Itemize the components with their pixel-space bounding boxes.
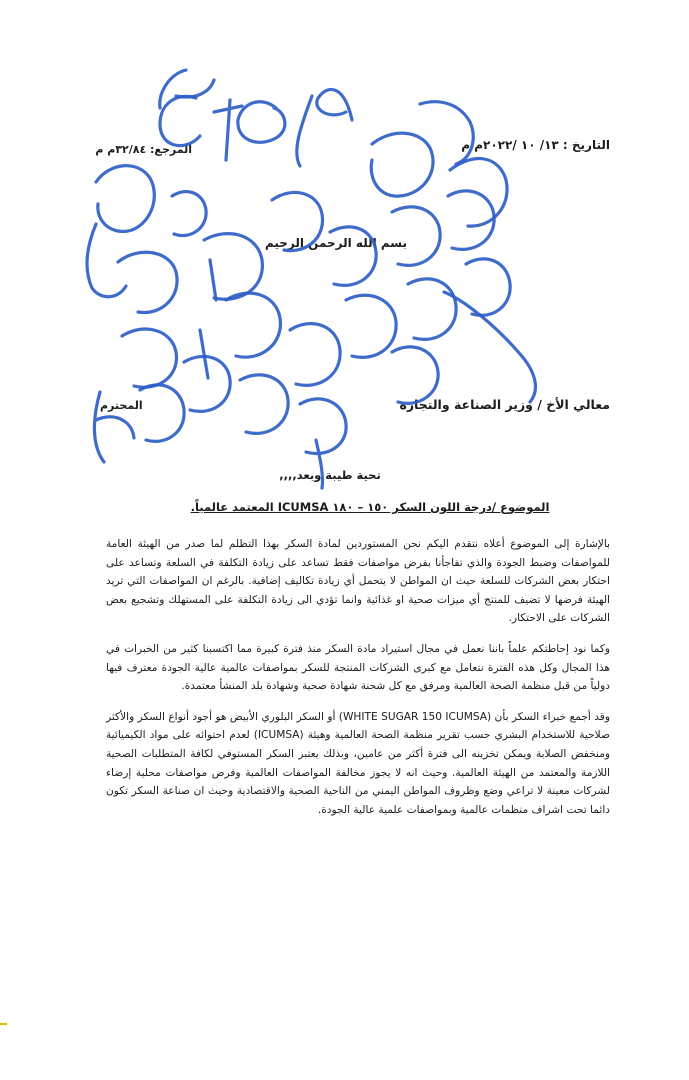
- addressee-honorific: المحترم: [100, 399, 143, 412]
- subject-line: [130, 500, 610, 514]
- letter-reference: المرجع: ٣٢/٨٤م م: [95, 143, 192, 156]
- subject-text: الموضوع /درجة اللون السكر ١٥٠ – ١٨٠ ICUMSA المعتمد عالمياً.: [190, 500, 550, 514]
- greeting: تحية طيبة وبعد,,,,: [279, 468, 381, 482]
- letter-body: [106, 535, 610, 819]
- body-paragraph-3: وقد أجمع خبراء السكر بأن (WHITE SUGAR 150 ICUMSA) أو السكر البلوري الأبيض هو أجود أنواع السكر والأكثر صلاحية للاستخدام البشري حسب تقرير منظمة الصحة العالمية وهيئة (ICUMSA) لعدم احتوائه على مواد الكيميائية ومنخفض الصلابة ويمكن تخزينه الى فترة أكثر من عامين، وبذلك يعتبر السكر المستوفي لكافة المتطلبات الصحية اللازمة والمعتمد من الهيئة العالمية. وحيث انه لا يجوز مخالفة المواصفات العالمية وفرض مواصفات محلية إرضاء لشركات معينة لا تراعي وضع وظروف المواطن اليمني من الناحية الصحية والاقتصادية وحيث ان صناعة السكر تكون دائما تحت اشراف منظمات عالمية وبمواصفات علمية عالية الجودة.: [106, 710, 610, 816]
- basmala: بسم الله الرحمن الرحيم: [264, 236, 408, 250]
- body-paragraph-1: بالإشارة إلى الموضوع أعلاه نتقدم اليكم نحن المستوردين لمادة السكر بهذا التظلم لما صدر من الهيئة العامة للمواصفات وضبط الجودة والذي تفاجأنا بفرض مواصفات فقط تساعد على زيادة التكلفة في السلعة وتساعد على احتكار بعض الشركات للسلعة حيث ان المواطن لا يتحمل أي زيادة تكاليف إضافية. بالرغم ان المواصفات التي تريد الهيئة فرضها لا تضيف للمنتج أي ميزات صحية او غذائية وانما تؤدي الى زيادة التكلفة على المستهلك وتشجيع بعض الشركات على الاحتكار.: [106, 538, 610, 625]
- edge-mark: [0, 1023, 7, 1025]
- letter-date: التاريخ : ١٣/ ١٠ /٢٠٢٢م م: [461, 138, 610, 152]
- addressee-title: معالي الأخ / وزير الصناعة والتجارة: [399, 397, 610, 412]
- handwriting-stroke-group: [87, 70, 535, 488]
- body-paragraph-2: وكما نود إحاطتكم علماً باننا نعمل في مجال استيراد مادة السكر منذ فترة كبيرة مما اكتسبنا كثير من الخبرات في هذا المجال وكل هذه الفترة نتعامل مع كبرى الشركات المنتجة للسكر بمواصفات عالمية عالية الجودة معترف فيها دولياً من قبل منظمة الصحة العالمية ومرفق مع كل شحنة شهادة صحية وشهادة بلد المنشأ معتمدة.: [106, 642, 610, 693]
